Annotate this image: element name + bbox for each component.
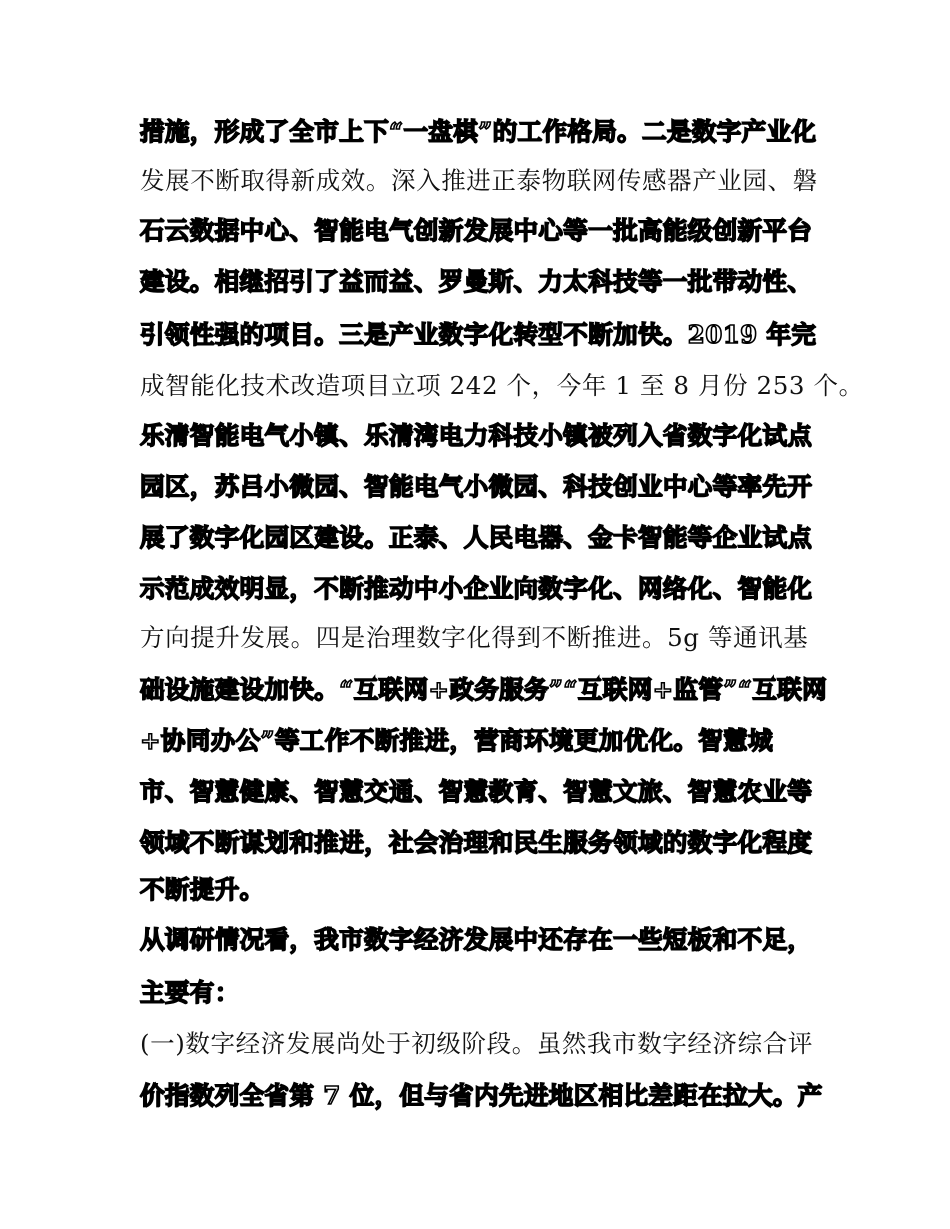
text-line: 建设。相继招引了益而益、罗曼斯、力太科技等一批带动性、 bbox=[140, 267, 813, 296]
text-line: 措施，形成了全市上下“一盘棋”的工作格局。二是数字产业化 bbox=[140, 117, 817, 146]
text-line: 园区，苏吕小微园、智能电气小微园、科技创业中心等率先开 bbox=[140, 472, 813, 501]
text-line: 展了数字化园区建设。正泰、人民电器、金卡智能等企业试点 bbox=[140, 523, 813, 552]
text-line: 引领性强的项目。三是产业数字化转型不断加快。2019 年完 bbox=[140, 320, 817, 349]
text-line: 从调研情况看，我市数字经济发展中还存在一些短板和不足， bbox=[140, 925, 813, 954]
text-line: (一)数字经济发展尚处于初级阶段。虽然我市数字经济综合评 bbox=[140, 1029, 813, 1058]
text-line: 乐清智能电气小镇、乐清湾电力科技小镇被列入省数字化试点 bbox=[140, 421, 813, 450]
text-line: 主要有： bbox=[140, 978, 240, 1007]
text-line: 方向提升发展。四是治理数字化得到不断推进。5g 等通讯基 bbox=[140, 623, 809, 652]
text-line: 领域不断谋划和推进，社会治理和民生服务领域的数字化程度 bbox=[140, 828, 813, 857]
text-line: 市、智慧健康、智慧交通、智慧教育、智慧文旅、智慧农业等 bbox=[140, 777, 813, 806]
text-line: 础设施建设加快。“互联网+政务服务”“互联网+监管”“互联网 bbox=[140, 675, 828, 704]
text-line: 不断提升。 bbox=[140, 875, 265, 904]
text-line: +协同办公”等工作不断推进，营商环境更加优化。智慧城 bbox=[140, 726, 774, 755]
text-line: 成智能化技术改造项目立项 242 个，今年 1 至 8 月份 253 个。 bbox=[140, 371, 864, 400]
text-line: 石云数据中心、智能电气创新发展中心等一批高能级创新平台 bbox=[140, 216, 813, 245]
text-line: 发展不断取得新成效。深入推进正泰物联网传感器产业园、磐 bbox=[140, 166, 818, 195]
text-line: 价指数列全省第 7 位，但与省内先进地区相比差距在拉大。产 bbox=[140, 1081, 823, 1110]
text-line: 示范成效明显，不断推动中小企业向数字化、网络化、智能化 bbox=[140, 574, 813, 603]
